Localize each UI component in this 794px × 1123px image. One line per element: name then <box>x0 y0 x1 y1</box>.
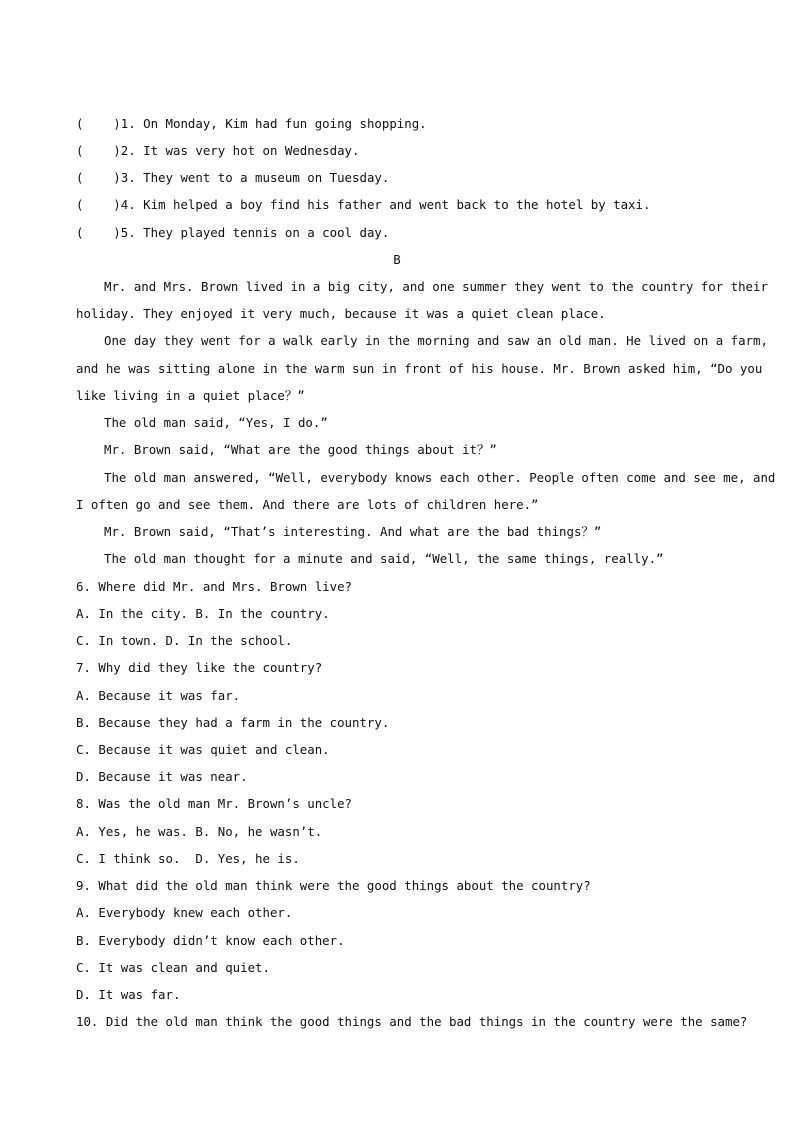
option-line: D. It was far. <box>76 987 181 1002</box>
statement-text: 2. It was very hot on Wednesday. <box>120 143 360 158</box>
passage-line: I often go and see them. And there are lots of children here.” <box>76 497 539 512</box>
passage-line: Mr. Brown said, “That’s interesting. And what are the bad things？” <box>104 524 602 539</box>
option-line: B. Everybody didn’t know each other. <box>76 933 345 948</box>
answer-blank: ( ) <box>76 143 121 158</box>
answer-blank: ( ) <box>76 116 121 131</box>
passage-line: like living in a quiet place？” <box>76 388 305 403</box>
passage-line: One day they went for a walk early in the morning and saw an old man. He lived on a farm, <box>104 333 768 348</box>
question-line: 7. Why did they like the country? <box>76 660 323 675</box>
question-line: 10. Did the old man think the good things and the bad things in the country were the same? <box>76 1014 748 1029</box>
option-line: B. Because they had a farm in the country. <box>76 715 390 730</box>
statement-text: 1. On Monday, Kim had fun going shopping. <box>120 116 427 131</box>
option-line: C. Because it was quiet and clean. <box>76 742 330 757</box>
option-line: A. Because it was far. <box>76 688 241 703</box>
statement-text: 5. They played tennis on a cool day. <box>120 225 390 240</box>
answer-blank: ( ) <box>76 225 121 240</box>
answer-blank: ( ) <box>76 170 121 185</box>
option-line: C. In town. D. In the school. <box>76 633 293 648</box>
question-line: 8. Was the old man Mr. Brown’s uncle? <box>76 796 353 811</box>
true-false-item <box>76 225 389 241</box>
true-false-item <box>76 197 650 213</box>
passage-line: Mr. Brown said, “What are the good things about it？” <box>104 442 497 457</box>
passage-line: The old man said, “Yes, I do.” <box>104 415 328 430</box>
option-line: A. Yes, he was. B. No, he wasn’t. <box>76 824 323 839</box>
passage-line: The old man answered, “Well, everybody knows each other. People often come and see me, and <box>104 470 776 485</box>
question-line: 6. Where did Mr. and Mrs. Brown live? <box>76 579 353 594</box>
option-line: A. In the city. B. In the country. <box>76 606 330 621</box>
answer-blank: ( ) <box>76 197 121 212</box>
statement-text: 4. Kim helped a boy find his father and went back to the hotel by taxi. <box>120 197 651 212</box>
true-false-item <box>76 143 359 159</box>
true-false-item <box>76 116 427 132</box>
option-line: D. Because it was near. <box>76 769 248 784</box>
option-line: C. I think so. D. Yes, he is. <box>76 851 300 866</box>
true-false-item <box>76 170 389 186</box>
option-line: A. Everybody knew each other. <box>76 905 293 920</box>
passage-line: and he was sitting alone in the warm sun in front of his house. Mr. Brown asked him, “Do you <box>76 361 763 376</box>
passage-line: The old man thought for a minute and said, “Well, the same things, really.” <box>104 551 664 566</box>
passage-line: Mr. and Mrs. Brown lived in a big city, and one summer they went to the country for their <box>104 279 768 294</box>
passage-line: holiday. They enjoyed it very much, because it was a quiet clean place. <box>76 306 606 321</box>
section-heading: B <box>393 252 401 267</box>
statement-text: 3. They went to a museum on Tuesday. <box>120 170 390 185</box>
option-line: C. It was clean and quiet. <box>76 960 270 975</box>
question-line: 9. What did the old man think were the good things about the country? <box>76 878 591 893</box>
